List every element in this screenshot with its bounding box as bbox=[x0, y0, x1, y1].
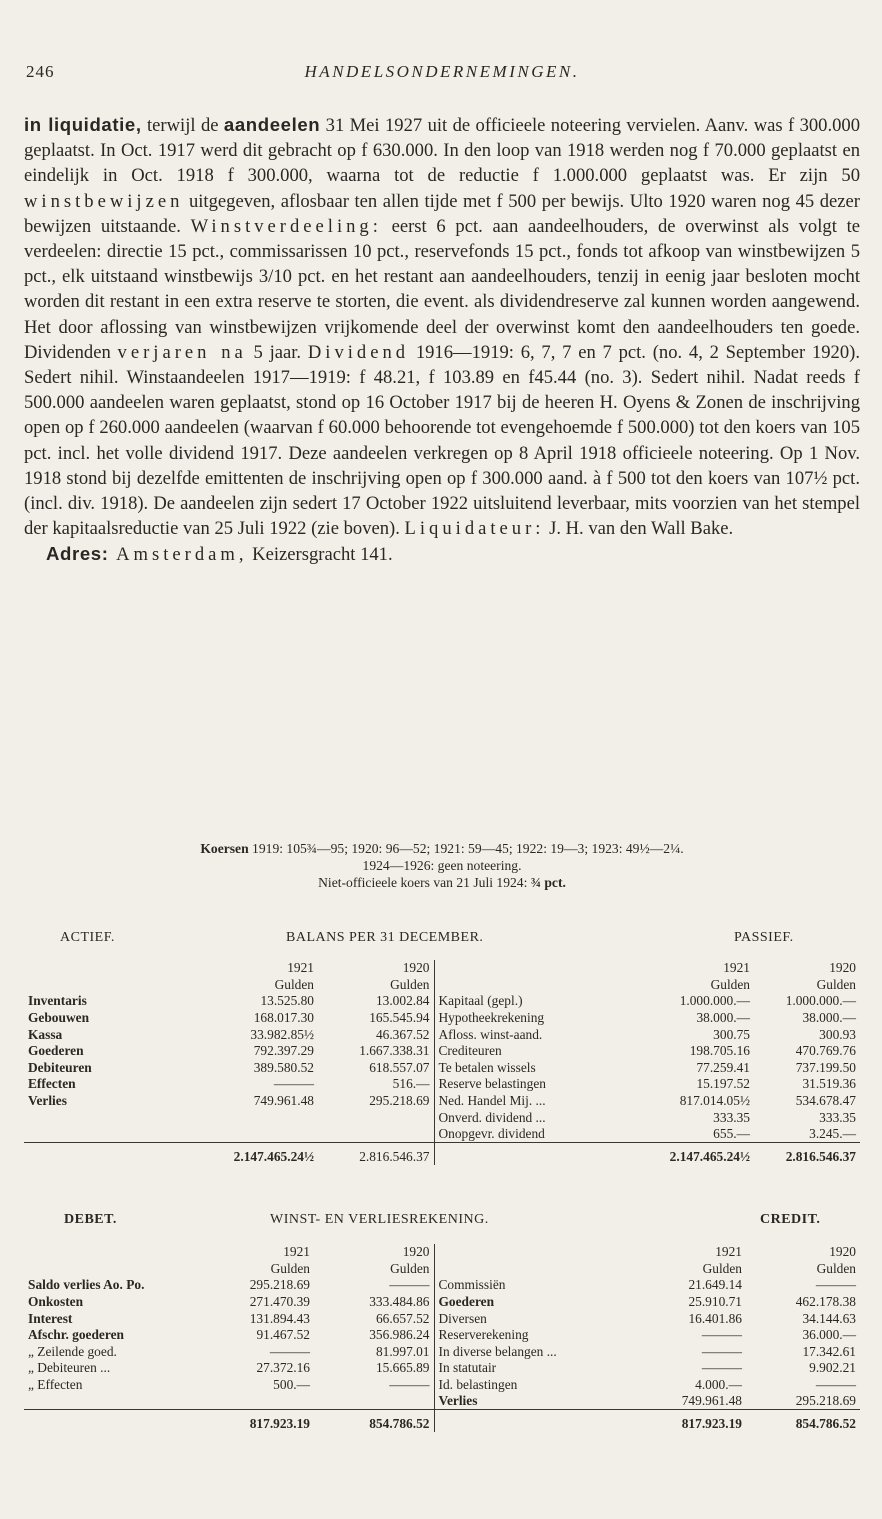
winst-credit-value-1920: 9.902.21 bbox=[809, 1360, 856, 1376]
unit-header: Gulden bbox=[710, 976, 750, 992]
balans-passief-value-1920: 333.35 bbox=[819, 1109, 856, 1125]
year-header: 1920 bbox=[402, 1244, 430, 1260]
winst-debet-value-1920: 356.986.24 bbox=[369, 1327, 430, 1343]
balans-passief-value-1920: 31.519.36 bbox=[802, 1076, 856, 1092]
winst-row bbox=[24, 1310, 860, 1327]
winst-credit-value-1920: 34.144.63 bbox=[802, 1310, 856, 1326]
winst-debet-label bbox=[24, 1393, 224, 1410]
winst-debet-value-1920: ——— bbox=[389, 1377, 430, 1393]
term-verjaren: verjaren na bbox=[117, 341, 247, 363]
balans-actief-value-1920: 618.557.07 bbox=[369, 1059, 430, 1075]
winst-debet-value-1920 bbox=[314, 1393, 434, 1410]
status-liquidatie: in liquidatie, bbox=[24, 114, 142, 135]
balans-actief-value-1920: 46.367.52 bbox=[375, 1026, 430, 1042]
balans-passief-label: Onverd. dividend ... bbox=[434, 1109, 648, 1126]
total-credit-1920: 854.786.52 bbox=[746, 1410, 860, 1433]
koersen-line2: 1924—1926: geen noteering. bbox=[362, 858, 522, 873]
balans-title: BALANS PER 31 DECEMBER. bbox=[286, 930, 484, 945]
winst-credit-value-1920: 295.218.69 bbox=[795, 1393, 856, 1409]
koersen-label: Koersen bbox=[200, 841, 249, 856]
balans-passief-value-1920: 737.199.50 bbox=[795, 1059, 856, 1075]
year-header: 1920 bbox=[402, 960, 430, 976]
term-aandeelen: aandeelen bbox=[223, 114, 321, 135]
balans-passief-label: Reserve belastingen bbox=[434, 1076, 648, 1093]
balans-passief-value-1921: 333.35 bbox=[713, 1109, 750, 1125]
winst-title: WINST- EN VERLIESREKENING. bbox=[270, 1212, 489, 1227]
winst-table bbox=[24, 1244, 860, 1432]
winst-credit-label: Diversen bbox=[434, 1310, 646, 1327]
year-header: 1920 bbox=[829, 960, 856, 976]
balans-passief-value-1920: 3.245.— bbox=[809, 1125, 856, 1141]
term-dividend: Dividend bbox=[307, 341, 410, 363]
total-debet-1921: 817.923.19 bbox=[224, 1410, 314, 1433]
balans-passief-value-1921: 77.259.41 bbox=[696, 1059, 750, 1075]
balans-actief-label: Kassa bbox=[28, 1026, 63, 1042]
running-head bbox=[24, 62, 860, 88]
unit-header: Gulden bbox=[816, 1260, 856, 1276]
balans-passief-label: Kapitaal (gepl.) bbox=[434, 993, 648, 1010]
winst-debet-value-1921: 131.894.43 bbox=[249, 1310, 310, 1326]
balans-actief-value-1920 bbox=[318, 1109, 434, 1126]
balans-passief-value-1921: 38.000.— bbox=[696, 1010, 750, 1026]
balans-row bbox=[24, 1043, 860, 1060]
winst-credit-label: Verlies bbox=[434, 1393, 646, 1410]
winst-credit-value-1921: 749.961.48 bbox=[681, 1393, 742, 1409]
winst-row bbox=[24, 1344, 860, 1361]
balans-actief-value-1920: 295.218.69 bbox=[369, 1093, 430, 1109]
winst-debet-label: Interest bbox=[28, 1310, 73, 1326]
balans-actief-value-1921: ——— bbox=[273, 1076, 314, 1092]
total-credit-1921: 817.923.19 bbox=[646, 1410, 746, 1433]
balans-actief-label: Gebouwen bbox=[28, 1010, 90, 1026]
total-passief-1921: 2.147.465.24½ bbox=[648, 1143, 754, 1166]
koersen-line3: Niet-officieele koers van 21 Juli 1924: bbox=[318, 875, 531, 890]
winst-row bbox=[24, 1377, 860, 1394]
winst-debet-value-1920: 15.665.89 bbox=[375, 1360, 430, 1376]
balans-row bbox=[24, 1060, 860, 1077]
koersen-line1: 1919: 105¾—95; 1920: 96—52; 1921: 59—45; 1922: 19—3; 1923: 49½—2¼. bbox=[248, 841, 684, 856]
balans-actief-value-1920: 13.002.84 bbox=[375, 993, 430, 1009]
total-passief-1920: 2.816.546.37 bbox=[754, 1143, 860, 1166]
debet-title: DEBET. bbox=[64, 1212, 117, 1227]
winst-debet-value-1921: 500.— bbox=[273, 1377, 310, 1393]
balans-actief-value-1921 bbox=[214, 1109, 318, 1126]
koersen-block bbox=[24, 840, 860, 891]
balans-actief-value-1921: 749.961.48 bbox=[253, 1093, 314, 1109]
balans-passief-value-1920: 534.678.47 bbox=[795, 1093, 856, 1109]
balans-actief-value-1920: 1.667.338.31 bbox=[359, 1043, 430, 1059]
year-header: 1921 bbox=[283, 1244, 310, 1260]
text-segment: 5 jaar. bbox=[246, 341, 308, 363]
balans-actief-value-1921: 33.982.85½ bbox=[250, 1026, 314, 1042]
balans-actief-label: Debiteuren bbox=[28, 1059, 92, 1075]
balans-passief-value-1921: 198.705.16 bbox=[689, 1043, 750, 1059]
credit-title: CREDIT. bbox=[760, 1212, 821, 1227]
text-segment: 1916—1919: 6, 7, 7 en 7 pct. (no. 4, 2 September 1920). Sedert nihil. Winstaandeelen 1917—1919: f 48.21, f 103.89 en f45.44 (no. 3). Sedert nihil. Nadat reeds f 500.000 aandeelen waren geplaatst, stond op 16 October 1917 bij de heeren H. Oyens & Zonen de inschrijving open op f 260.000 aandeelen (waarvan f 60.000 behoorende tot evengehoemde f 500.000) tot den koers van 105 pct. incl. het volle dividend 1917. Deze aandeelen verkregen op 8 April 1918 officieele noteering. Op 1 Nov. 1918 stond bij dezelfde emittenten de inschrijving open op f 300.000 aand. à f 500 tot den koers van 107½ pct. (incl. div. 1918). De aandeelen zijn sedert 17 October 1922 uitsluitend leverbaar, mits voorzien van het stempel der kapitaalsreductie van 25 Juli 1922 (zie boven). bbox=[24, 341, 860, 540]
winst-debet-value-1920: 81.997.01 bbox=[375, 1343, 430, 1359]
balans-row bbox=[24, 993, 860, 1010]
winst-credit-value-1921: ——— bbox=[701, 1343, 742, 1359]
winst-credit-label: In diverse belangen ... bbox=[434, 1344, 646, 1361]
balans-passief-label: Onopgevr. dividend bbox=[434, 1126, 648, 1143]
actief-title: ACTIEF. bbox=[60, 930, 115, 945]
balans-passief-label: Te betalen wissels bbox=[434, 1060, 648, 1077]
winst-credit-value-1921: ——— bbox=[701, 1360, 742, 1376]
winst-credit-label: Goederen bbox=[434, 1294, 646, 1311]
winst-credit-label: Commissiën bbox=[434, 1277, 646, 1294]
winst-debet-value-1921: ——— bbox=[269, 1343, 310, 1359]
balans-passief-value-1920: 300.93 bbox=[819, 1026, 856, 1042]
term-liquidateur: Liquidateur: bbox=[404, 518, 545, 540]
balans-actief-value-1921 bbox=[214, 1126, 318, 1143]
year-header: 1921 bbox=[287, 960, 314, 976]
winst-debet-value-1921: 295.218.69 bbox=[249, 1277, 310, 1293]
unit-header: Gulden bbox=[270, 1260, 310, 1276]
winst-credit-value-1921: ——— bbox=[701, 1327, 742, 1343]
text-segment: 31 Mei 1927 uit de officieele noteering vervielen. Aanv. was f 300.000 geplaatst. In Oct. 1917 werd dit gebracht op f 630.000. In den loop van 1918 werden nog f 70.000 geplaatst en eindelijk in Oct. 1918 f 300.000, waarna tot de reductie f 1.000.000 geplaatst was. Er zijn 50 bbox=[24, 115, 861, 187]
balans-actief-value-1920: 165.545.94 bbox=[369, 1010, 430, 1026]
koersen-line3-value: ¾ pct. bbox=[530, 875, 566, 890]
text-segment: J. H. van den Wall Bake. bbox=[544, 518, 734, 540]
balans-passief-label: Ned. Handel Mij. ... bbox=[434, 1093, 648, 1110]
year-header: 1921 bbox=[715, 1244, 742, 1260]
balans-passief-label: Afloss. winst-aand. bbox=[434, 1026, 648, 1043]
year-header: 1920 bbox=[829, 1244, 856, 1260]
winst-row bbox=[24, 1327, 860, 1344]
balans-row bbox=[24, 1026, 860, 1043]
balans-actief-value-1920 bbox=[318, 1126, 434, 1143]
winst-debet-value-1920: 66.657.52 bbox=[375, 1310, 430, 1326]
winst-credit-value-1921: 16.401.86 bbox=[688, 1310, 742, 1326]
winst-debet-value-1920: ——— bbox=[389, 1277, 430, 1293]
winst-credit-value-1921: 4.000.— bbox=[695, 1377, 742, 1393]
document-page bbox=[24, 0, 860, 1519]
running-title: HANDELSONDERNEMINGEN. bbox=[304, 62, 580, 81]
winst-credit-value-1920: 17.342.61 bbox=[802, 1343, 856, 1359]
term-winstverdeeling: Winstverdeeling: bbox=[190, 215, 382, 237]
winst-debet-value-1921: 271.470.39 bbox=[249, 1294, 310, 1310]
winst-debet-value-1921: 91.467.52 bbox=[256, 1327, 310, 1343]
total-actief-1921: 2.147.465.24½ bbox=[214, 1143, 318, 1166]
unit-header: Gulden bbox=[390, 976, 430, 992]
balans-passief-value-1921: 655.— bbox=[713, 1125, 750, 1141]
winst-debet-value-1921: 27.372.16 bbox=[256, 1360, 310, 1376]
winst-debet-label: Saldo verlies Ao. Po. bbox=[28, 1277, 145, 1293]
adres-city: Amsterdam, bbox=[108, 544, 248, 566]
total-actief-1920: 2.816.546.37 bbox=[318, 1143, 434, 1166]
balans-passief-value-1920: 470.769.76 bbox=[795, 1043, 856, 1059]
balans-passief-value-1921: 15.197.52 bbox=[696, 1076, 750, 1092]
balans-row bbox=[24, 1093, 860, 1110]
total-debet-1920: 854.786.52 bbox=[314, 1410, 434, 1433]
text-segment: uitgegeven, aflosbaar ten allen tijde met f 500 per bewijs. Ulto 1920 waren nog 45 dezer bewijzen uitstaande. bbox=[24, 190, 860, 237]
winst-debet-label: „ Debiteuren ... bbox=[28, 1360, 111, 1376]
balans-passief-label: Hypotheekrekening bbox=[434, 1010, 648, 1027]
winst-credit-value-1920: 36.000.— bbox=[802, 1327, 856, 1343]
winst-debet-label: Onkosten bbox=[28, 1294, 84, 1310]
winst-credit-label: Id. belastingen bbox=[434, 1377, 646, 1394]
winst-heading bbox=[24, 1212, 860, 1232]
balans-actief-label: Goederen bbox=[28, 1043, 84, 1059]
balans-actief-value-1920: 516.— bbox=[392, 1076, 430, 1092]
winst-credit-value-1920: ——— bbox=[815, 1377, 856, 1393]
balans-actief-label bbox=[24, 1109, 214, 1126]
winst-debet-label: „ Zeilende goed. bbox=[28, 1343, 117, 1359]
winst-debet-label: „ Effecten bbox=[28, 1377, 83, 1393]
body-paragraph bbox=[24, 112, 860, 568]
winst-credit-label: In statutair bbox=[434, 1360, 646, 1377]
balans-passief-value-1920: 1.000.000.— bbox=[785, 993, 856, 1009]
balans-actief-value-1921: 13.525.80 bbox=[260, 993, 314, 1009]
winst-row bbox=[24, 1277, 860, 1294]
adres-street: Keizersgracht 141. bbox=[247, 544, 393, 566]
balans-actief-label bbox=[24, 1126, 214, 1143]
winst-credit-value-1920: 462.178.38 bbox=[795, 1294, 856, 1310]
balans-row bbox=[24, 1076, 860, 1093]
adres-label: Adres: bbox=[46, 543, 109, 565]
balans-row bbox=[24, 1109, 860, 1126]
year-header: 1921 bbox=[723, 960, 750, 976]
balans-passief-value-1921: 300.75 bbox=[713, 1026, 750, 1042]
term-winstbewijzen: winstbewijzen bbox=[24, 190, 184, 212]
balans-row bbox=[24, 1126, 860, 1143]
winst-credit-label: Reserverekening bbox=[434, 1327, 646, 1344]
winst-debet-label: Afschr. goederen bbox=[28, 1327, 124, 1343]
balans-actief-value-1921: 792.397.29 bbox=[253, 1043, 314, 1059]
text-segment: terwijl de bbox=[141, 115, 224, 136]
winst-debet-value-1921 bbox=[224, 1393, 314, 1410]
balans-table bbox=[24, 960, 860, 1165]
balans-actief-value-1921: 389.580.52 bbox=[253, 1059, 314, 1075]
balans-passief-value-1921: 1.000.000.— bbox=[679, 993, 750, 1009]
winst-debet-value-1920: 333.484.86 bbox=[369, 1294, 430, 1310]
balans-passief-value-1920: 38.000.— bbox=[802, 1010, 856, 1026]
passief-title: PASSIEF. bbox=[734, 930, 794, 945]
winst-row bbox=[24, 1360, 860, 1377]
unit-header: Gulden bbox=[702, 1260, 742, 1276]
balans-row bbox=[24, 1010, 860, 1027]
winst-row bbox=[24, 1294, 860, 1311]
unit-header: Gulden bbox=[816, 976, 856, 992]
winst-credit-value-1921: 25.910.71 bbox=[688, 1294, 742, 1310]
balans-actief-value-1921: 168.017.30 bbox=[253, 1010, 314, 1026]
winst-credit-value-1920: ——— bbox=[815, 1277, 856, 1293]
unit-header: Gulden bbox=[390, 1260, 430, 1276]
balans-actief-label: Effecten bbox=[28, 1076, 76, 1092]
page-number: 246 bbox=[26, 62, 55, 81]
text-segment: eerst 6 pct. aan aandeelhouders, de overwinst als volgt te verdeelen: directie 15 pct., commissarissen 10 pct., reservefonds 15 pct., fonds tot afkoop van winstbewijzen 5 pct., elk uitstaand winstbewijs 3/10 pct. en het restant aan aandeelhouders, tenzij in eenig jaar besloten mocht worden dit restant in een extra reserve te storten, die event. als dividendreserve zal kunnen worden aangewend. Het door aflossing van winstbewijzen vrijkomende deel der overwinst komt den aandeelhouders ten goede. Dividenden bbox=[24, 215, 860, 363]
balans-actief-label: Verlies bbox=[28, 1093, 67, 1109]
winst-credit-value-1921: 21.649.14 bbox=[688, 1277, 742, 1293]
balans-passief-label: Crediteuren bbox=[434, 1043, 648, 1060]
winst-row bbox=[24, 1393, 860, 1410]
balans-heading bbox=[24, 930, 860, 950]
unit-header: Gulden bbox=[274, 976, 314, 992]
balans-passief-value-1921: 817.014.05½ bbox=[679, 1093, 750, 1109]
balans-actief-label: Inventaris bbox=[28, 993, 87, 1009]
